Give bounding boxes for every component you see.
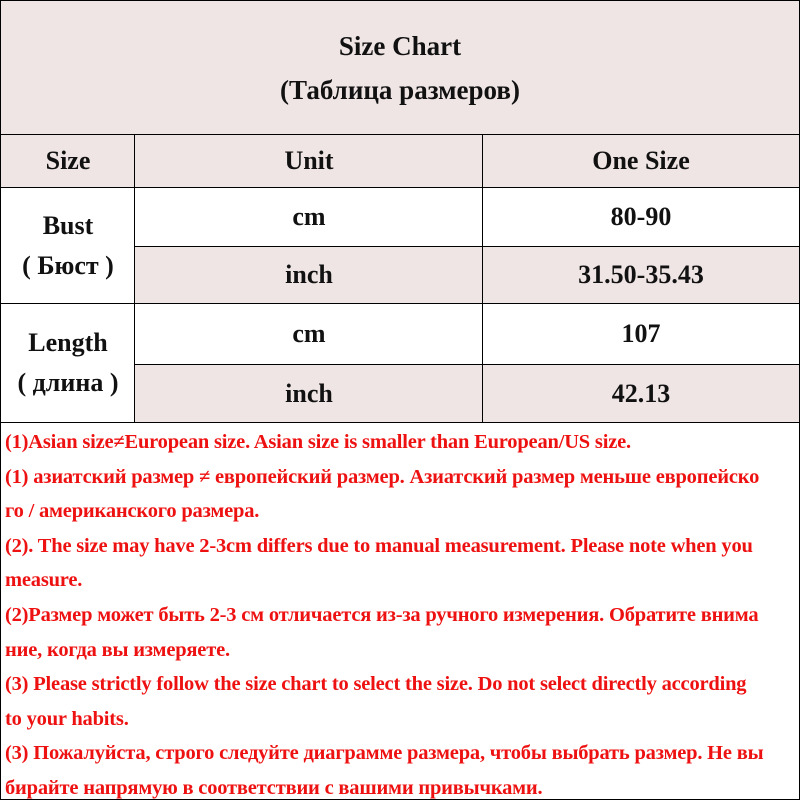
- note-line: (2)Размер может быть 2-3 см отличается из-за ручного измерения. Обратите внима: [5, 603, 759, 626]
- length-value-inch: 42.13: [483, 365, 799, 422]
- note-line: (2). The size may have 2-3cm differs due to manual measurement. Please note when you: [5, 534, 753, 557]
- note-line: ние, когда вы измеряете.: [5, 638, 230, 661]
- note-line: (1)Asian size≠European size. Asian size is smaller than European/US size.: [5, 431, 631, 453]
- note-line: (3) Please strictly follow the size chart to select the size. Do not select directly according: [5, 673, 747, 696]
- grid-line: [135, 246, 799, 247]
- note-line: го / американского размера.: [5, 500, 260, 523]
- grid-line: [1, 303, 799, 304]
- length-label-ru: ( длина ): [17, 368, 119, 397]
- length-unit-inch: inch: [135, 365, 483, 422]
- length-unit-cm: cm: [135, 304, 483, 364]
- note-line: бирайте напрямую в соответствии с вашими привычками.: [5, 776, 543, 799]
- chart-subtitle: (Таблица размеров): [280, 74, 520, 105]
- notes: [5, 425, 797, 806]
- grid-line: [135, 364, 799, 365]
- note-line: measure.: [5, 569, 83, 592]
- bust-value-cm: 80-90: [483, 188, 799, 246]
- grid-line: [482, 134, 483, 423]
- bust-label-ru: ( Бюст ): [22, 250, 114, 280]
- chart-title: Size Chart: [338, 30, 462, 61]
- row-label-length: [1, 304, 135, 422]
- length-label-en: Length: [28, 328, 108, 357]
- grid-line: [134, 134, 135, 423]
- column-header-size: Size: [1, 135, 135, 187]
- note-line: (1) азиатский размер ≠ европейский размер. Азиатский размер меньше европейско: [5, 465, 760, 488]
- bust-label-en: Bust: [42, 210, 94, 240]
- bust-unit-inch: inch: [135, 247, 483, 303]
- column-header-one-size: One Size: [483, 135, 799, 187]
- grid-line: [1, 422, 799, 423]
- note-line: (3) Пожалуйста, строго следуйте диаграмме размера, чтобы выбрать размер. Не вы: [5, 742, 764, 765]
- note-line: to your habits.: [5, 707, 129, 730]
- column-header-unit: Unit: [135, 135, 483, 187]
- bust-unit-cm: cm: [135, 188, 483, 246]
- row-label-bust: [1, 188, 135, 303]
- bust-value-inch: 31.50-35.43: [483, 247, 799, 303]
- chart-header: [1, 1, 799, 135]
- length-value-cm: 107: [483, 304, 799, 364]
- grid-line: [1, 187, 799, 188]
